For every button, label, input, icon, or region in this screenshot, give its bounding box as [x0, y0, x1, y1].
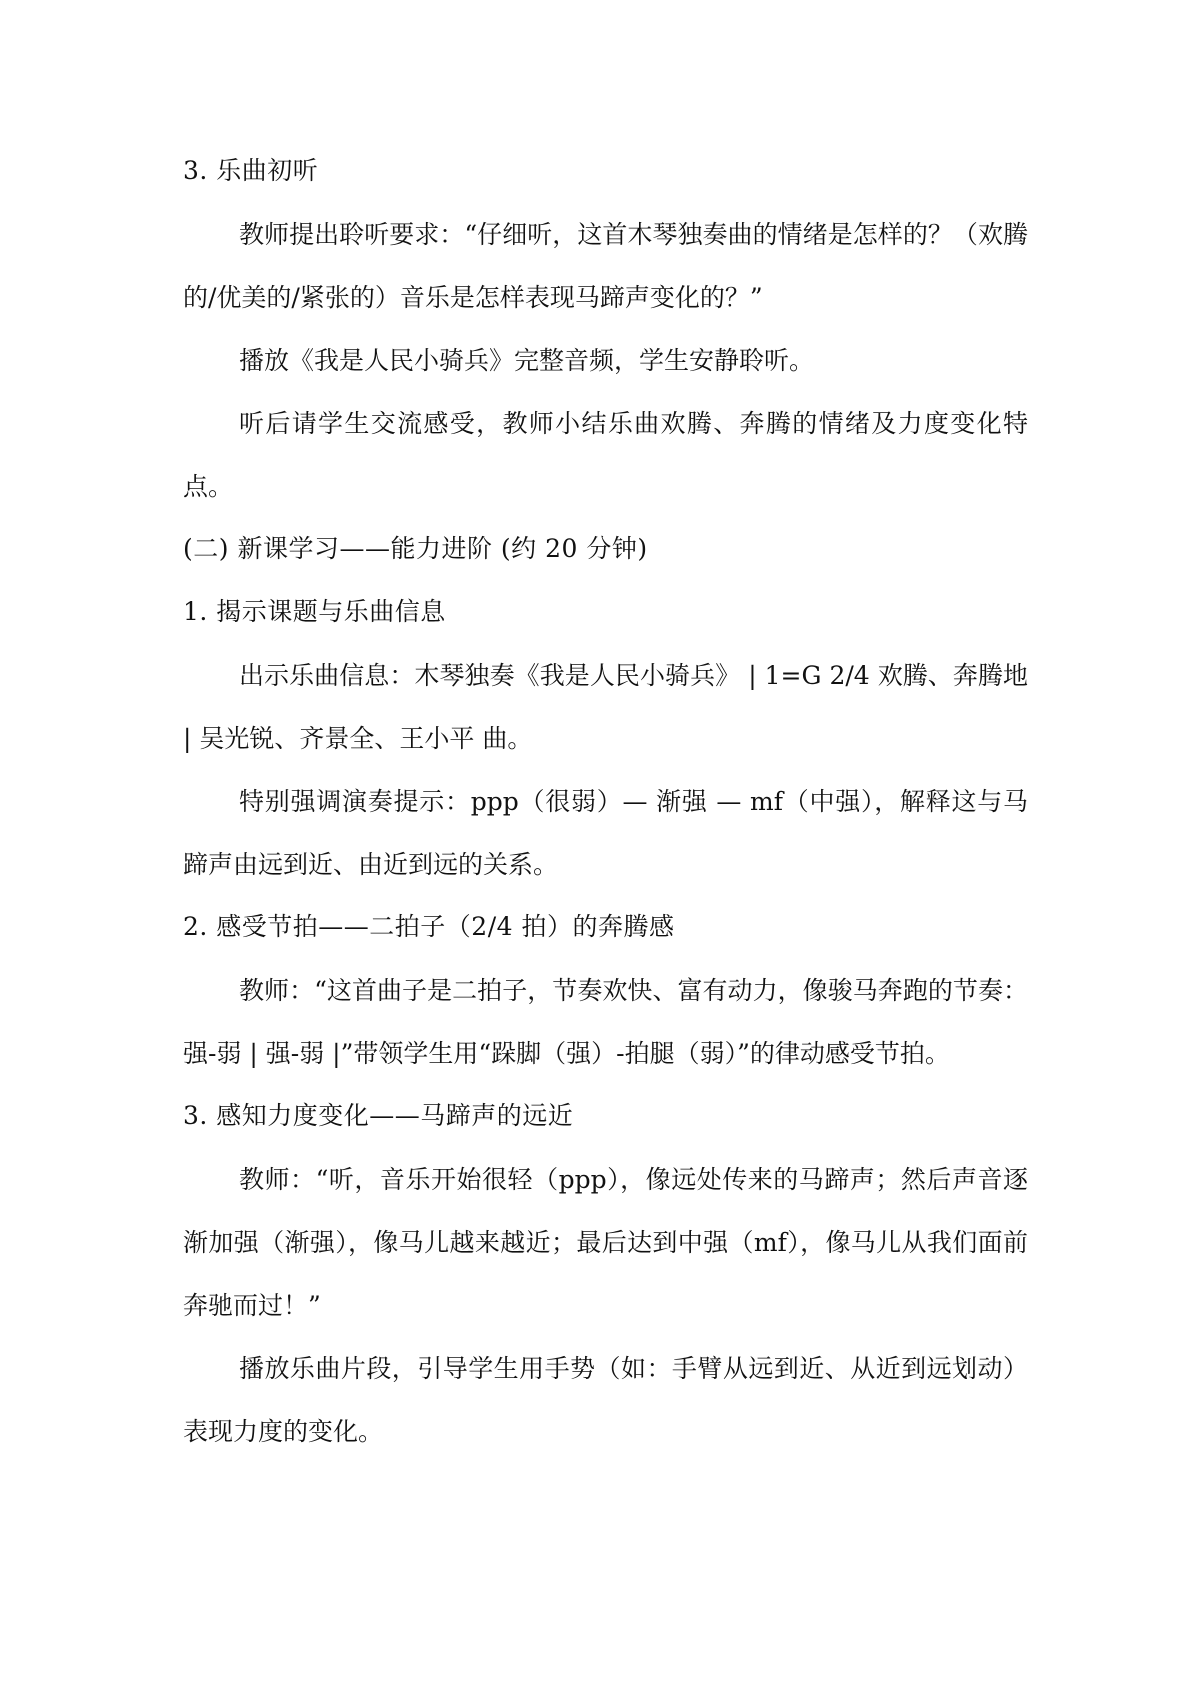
section-heading-listening: 3. 乐曲初听 — [183, 156, 319, 185]
section-heading-new-lesson: (二) 新课学习——能力进阶 (约 20 分钟) — [183, 534, 648, 563]
document-page — [183, 155, 1028, 1463]
paragraph-summary: 听后请学生交流感受，教师小结乐曲欢腾、奔腾的情绪及力度变化特点。 — [183, 409, 1028, 501]
paragraph-beat-explanation: 教师：“这首曲子是二拍子，节奏欢快、富有动力，像骏马奔跑的节奏：强-弱 | 强-弱 |”带领学生用“跺脚（强）-拍腿（弱）”的律动感受节拍。 — [183, 976, 1028, 1068]
paragraph-dynamics-hint: 特别强调演奏提示：ppp（很弱）— 渐强 — mf（中强），解释这与马蹄声由远到近、由近到远的关系。 — [183, 787, 1028, 879]
section-heading-reveal-topic: 1. 揭示课题与乐曲信息 — [183, 597, 446, 626]
section-heading-beat: 2. 感受节拍——二拍子（2/4 拍）的奔腾感 — [183, 912, 675, 941]
section-heading-dynamics: 3. 感知力度变化——马蹄声的远近 — [183, 1101, 574, 1130]
paragraph-play-audio: 播放《我是人民小骑兵》完整音频，学生安静聆听。 — [239, 346, 815, 375]
paragraph-music-info: 出示乐曲信息：木琴独奏《我是人民小骑兵》 | 1=G 2/4 欢腾、奔腾地 | 吴光锐、齐景全、王小平 曲。 — [183, 661, 1028, 753]
paragraph-dynamics-explanation: 教师：“听，音乐开始很轻（ppp），像远处传来的马蹄声；然后声音逐渐加强（渐强），像马儿越来越近；最后达到中强（mf），像马儿从我们面前奔驰而过！” — [183, 1165, 1028, 1320]
paragraph-gesture-activity: 播放乐曲片段，引导学生用手势（如：手臂从远到近、从近到远划动）表现力度的变化。 — [183, 1354, 1028, 1446]
paragraph-listening-requirement: 教师提出聆听要求：“仔细听，这首木琴独奏曲的情绪是怎样的？（欢腾的/优美的/紧张的）音乐是怎样表现马蹄声变化的？” — [183, 220, 1028, 312]
